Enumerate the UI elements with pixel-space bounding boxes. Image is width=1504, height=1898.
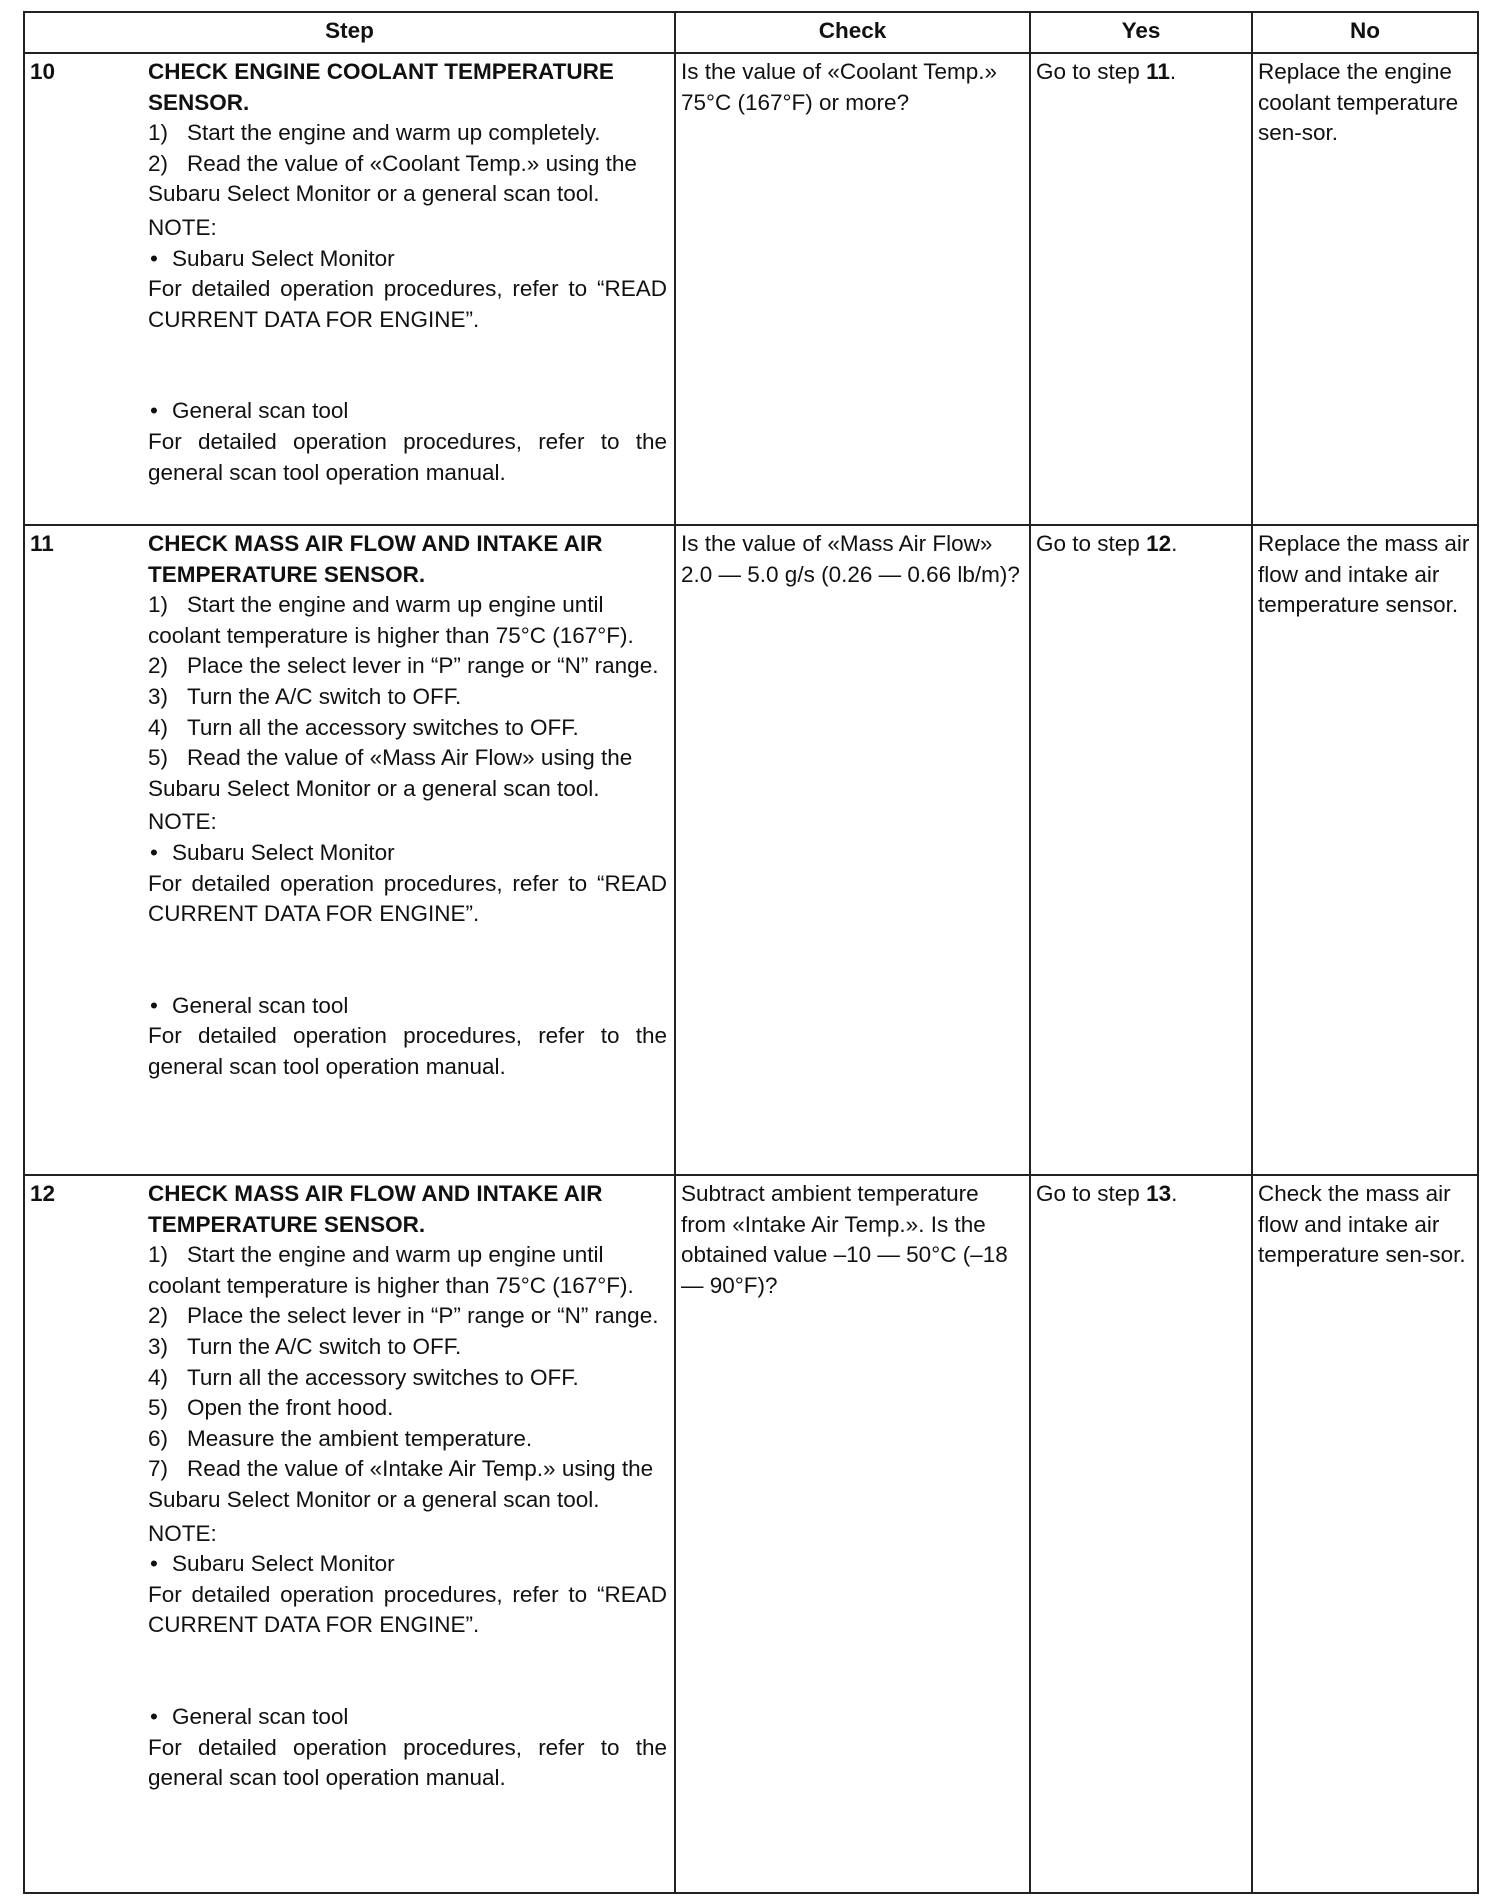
instruction-item: 6) Measure the ambient temperature. xyxy=(148,1425,533,1451)
instruction-item: 7) Read the value of «Intake Air Temp.» using the Subaru Select Monitor or a general scan tool. xyxy=(148,1456,654,1512)
step-title: CHECK MASS AIR FLOW AND INTAKE AIR TEMPERATURE SENSOR. xyxy=(148,531,603,587)
note-text: For detailed operation procedures, refer to “READ CURRENT DATA FOR ENGINE”. xyxy=(148,1581,667,1638)
header-check: Check xyxy=(675,12,1030,53)
bullet-icon: • xyxy=(150,1703,158,1729)
no-cell: Replace the mass air flow and intake air temperature sensor. xyxy=(1252,525,1478,1175)
diagnostic-table xyxy=(23,11,1479,1894)
instruction-item: 2) Place the select lever in “P” range or “N” range. xyxy=(148,653,659,679)
note-label: NOTE: xyxy=(148,1520,217,1546)
table-row-step-10 xyxy=(24,53,1478,525)
bullet-icon: • xyxy=(150,1551,158,1577)
step-title: CHECK ENGINE COOLANT TEMPERATURE SENSOR. xyxy=(148,59,614,115)
bullet-icon: • xyxy=(150,992,158,1018)
step-cell xyxy=(24,53,675,525)
note-bullet: • Subaru Select Monitor xyxy=(148,244,667,275)
instruction-item: 1) Start the engine and warm up engine until coolant temperature is higher than 75°C (167°F). xyxy=(148,592,634,648)
instruction-item: 3) Turn the A/C switch to OFF. xyxy=(148,683,462,709)
step-number: 11 xyxy=(30,531,54,556)
no-cell: Check the mass air flow and intake air temperature sen-sor. xyxy=(1252,1175,1478,1893)
instruction-item: 2) Place the select lever in “P” range or “N” range. xyxy=(148,1303,659,1329)
note-text: For detailed operation procedures, refer to “READ CURRENT DATA FOR ENGINE”. xyxy=(148,276,667,332)
step-body xyxy=(148,57,669,488)
check-cell: Subtract ambient temperature from «Intake Air Temp.». Is the obtained value –10 — 50°C (–18 — 90°F)? xyxy=(675,1175,1030,1893)
step-number: 12 xyxy=(30,1181,56,1206)
table-row-step-12 xyxy=(24,1175,1478,1893)
instruction-item: 1) Start the engine and warm up engine until coolant temperature is higher than 75°C (167°F). xyxy=(148,1242,634,1298)
note-bullet: • General scan tool xyxy=(148,396,667,427)
step-cell xyxy=(24,1175,675,1893)
yes-cell: Go to step 11. xyxy=(1030,53,1252,525)
yes-cell: Go to step 12. xyxy=(1030,525,1252,1175)
instruction-item: 4) Turn all the accessory switches to OFF. xyxy=(148,714,579,740)
note-text: For detailed operation procedures, refer to “READ CURRENT DATA FOR ENGINE”. xyxy=(148,870,667,927)
note-text: For detailed operation procedures, refer to the general scan tool operation manual. xyxy=(148,1734,667,1791)
step-title: CHECK MASS AIR FLOW AND INTAKE AIR TEMPERATURE SENSOR. xyxy=(148,1181,603,1237)
instruction-item: 1) Start the engine and warm up completely. xyxy=(148,120,601,146)
check-cell: Is the value of «Mass Air Flow» 2.0 — 5.0 g/s (0.26 — 0.66 lb/m)? xyxy=(675,525,1030,1175)
yes-cell: Go to step 13. xyxy=(1030,1175,1252,1893)
step-body xyxy=(148,529,669,1083)
bullet-icon: • xyxy=(150,398,158,424)
step-number: 10 xyxy=(30,59,56,84)
header-step: Step xyxy=(24,12,675,53)
instruction-item: 4) Turn all the accessory switches to OFF. xyxy=(148,1364,579,1390)
header-yes: Yes xyxy=(1030,12,1252,53)
table-header-row xyxy=(24,12,1478,53)
note-label: NOTE: xyxy=(148,809,217,835)
note-text: For detailed operation procedures, refer to the general scan tool operation manual. xyxy=(148,428,667,485)
step-body xyxy=(148,1179,669,1794)
bullet-icon: • xyxy=(150,245,158,271)
instruction-item: 5) Read the value of «Mass Air Flow» using the Subaru Select Monitor or a general scan tool. xyxy=(148,745,633,801)
step-cell xyxy=(24,525,675,1175)
table-row-step-11 xyxy=(24,525,1478,1175)
note-bullet: • General scan tool xyxy=(148,1702,667,1733)
no-cell: Replace the engine coolant temperature sen-sor. xyxy=(1252,53,1478,525)
note-label: NOTE: xyxy=(148,214,217,240)
note-bullet: • Subaru Select Monitor xyxy=(148,838,667,869)
note-text: For detailed operation procedures, refer to the general scan tool operation manual. xyxy=(148,1023,667,1079)
note-bullet: • General scan tool xyxy=(148,991,667,1022)
note-bullet: • Subaru Select Monitor xyxy=(148,1549,667,1580)
check-cell: Is the value of «Coolant Temp.» 75°C (167°F) or more? xyxy=(675,53,1030,525)
instruction-item: 3) Turn the A/C switch to OFF. xyxy=(148,1333,462,1359)
header-no: No xyxy=(1252,12,1478,53)
bullet-icon: • xyxy=(150,839,158,865)
instruction-item: 2) Read the value of «Coolant Temp.» using the Subaru Select Monitor or a general scan tool. xyxy=(148,150,637,207)
instruction-item: 5) Open the front hood. xyxy=(148,1395,394,1421)
